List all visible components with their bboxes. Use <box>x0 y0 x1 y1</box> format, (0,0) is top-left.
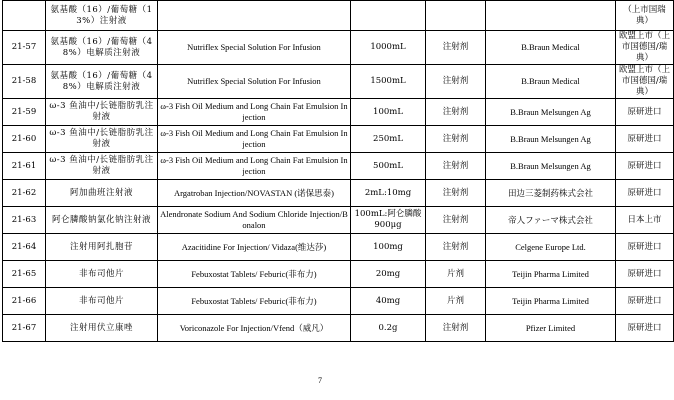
table-body <box>3 1 674 342</box>
cell-chinese-name: 注射用伏立康唑 <box>46 315 158 342</box>
table-row <box>3 315 674 342</box>
cell-remark: 原研进口 <box>616 153 674 180</box>
cell-remark: 原研进口 <box>616 126 674 153</box>
page-number: 7 <box>318 376 322 385</box>
cell-remark: 原研进口 <box>616 315 674 342</box>
cell-english-name: Argatroban Injection/NOVASTAN (诺保思泰) <box>158 180 351 207</box>
cell-specification: 100mg <box>351 234 426 261</box>
cell-english-name: Febuxostat Tablets/ Feburic(菲布力) <box>158 288 351 315</box>
cell-chinese-name: 非布司他片 <box>46 261 158 288</box>
table-row <box>3 288 674 315</box>
cell-specification: 1500mL <box>351 65 426 99</box>
cell-english-name: Nutriflex Special Solution For Infusion <box>158 65 351 99</box>
table-row <box>3 31 674 65</box>
table-row <box>3 261 674 288</box>
cell-english-name: Febuxostat Tablets/ Feburic(菲布力) <box>158 261 351 288</box>
cell-remark: 原研进口 <box>616 180 674 207</box>
table-row <box>3 1 674 31</box>
cell-remark: 原研进口 <box>616 288 674 315</box>
cell-english-name <box>158 1 351 31</box>
cell-specification: 100mL <box>351 99 426 126</box>
cell-english-name: Alendronate Sodium And Sodium Chloride Injection/Bonalon <box>158 207 351 234</box>
cell-dosage-form: 片剂 <box>426 288 486 315</box>
cell-remark: 日本上市 <box>616 207 674 234</box>
cell-remark: 欧盟上市（上市国德国/瑞典） <box>616 31 674 65</box>
cell-dosage-form: 注射剂 <box>426 234 486 261</box>
cell-manufacturer: 田边三菱制药株式会社 <box>486 180 616 207</box>
cell-chinese-name: ω-3 鱼油中/长链脂肪乳注射液 <box>46 99 158 126</box>
table-row <box>3 153 674 180</box>
cell-chinese-name: ω-3 鱼油中/长链脂肪乳注射液 <box>46 126 158 153</box>
cell-chinese-name: 阿仑膦酸钠氯化钠注射液 <box>46 207 158 234</box>
cell-remark: 欧盟上市（上市国德国/瑞典） <box>616 65 674 99</box>
cell-chinese-name: 氨基酸（16）/葡萄糖（13%）注射液 <box>46 1 158 31</box>
cell-chinese-name: 氨基酸（16）/葡萄糖（48%）电解质注射液 <box>46 31 158 65</box>
cell-specification <box>351 1 426 31</box>
cell-manufacturer: Teijin Pharma Limited <box>486 288 616 315</box>
cell-manufacturer: Celgene Europe Ltd. <box>486 234 616 261</box>
cell-serial-number: 21-67 <box>3 315 46 342</box>
cell-specification: 40mg <box>351 288 426 315</box>
cell-english-name: ω-3 Fish Oil Medium and Long Chain Fat Emulsion Injection <box>158 126 351 153</box>
table-row <box>3 99 674 126</box>
cell-english-name: Voriconazole For Injection/Vfend（威凡） <box>158 315 351 342</box>
cell-serial-number: 21-63 <box>3 207 46 234</box>
cell-dosage-form: 注射剂 <box>426 65 486 99</box>
cell-manufacturer: B.Braun Melsungen Ag <box>486 99 616 126</box>
cell-serial-number: 21-65 <box>3 261 46 288</box>
table-row <box>3 234 674 261</box>
cell-serial-number <box>3 1 46 31</box>
cell-dosage-form: 注射剂 <box>426 31 486 65</box>
cell-manufacturer: B.Braun Melsungen Ag <box>486 153 616 180</box>
cell-specification: 500mL <box>351 153 426 180</box>
cell-serial-number: 21-60 <box>3 126 46 153</box>
cell-dosage-form: 注射剂 <box>426 99 486 126</box>
cell-dosage-form: 注射剂 <box>426 126 486 153</box>
cell-dosage-form: 注射剂 <box>426 315 486 342</box>
cell-chinese-name: 注射用阿扎胞苷 <box>46 234 158 261</box>
cell-manufacturer: B.Braun Medical <box>486 31 616 65</box>
table-row <box>3 207 674 234</box>
cell-manufacturer: B.Braun Medical <box>486 65 616 99</box>
cell-dosage-form <box>426 1 486 31</box>
cell-serial-number: 21-66 <box>3 288 46 315</box>
cell-dosage-form: 片剂 <box>426 261 486 288</box>
cell-serial-number: 21-58 <box>3 65 46 99</box>
cell-manufacturer: B.Braun Melsungen Ag <box>486 126 616 153</box>
cell-manufacturer: Teijin Pharma Limited <box>486 261 616 288</box>
cell-manufacturer: 帝人ファーマ株式会社 <box>486 207 616 234</box>
cell-english-name: ω-3 Fish Oil Medium and Long Chain Fat Emulsion Injection <box>158 99 351 126</box>
cell-manufacturer: Pfizer Limited <box>486 315 616 342</box>
cell-remark: （上市国瑞典） <box>616 1 674 31</box>
cell-remark: 原研进口 <box>616 99 674 126</box>
cell-specification: 250mL <box>351 126 426 153</box>
cell-serial-number: 21-64 <box>3 234 46 261</box>
cell-english-name: Nutriflex Special Solution For Infusion <box>158 31 351 65</box>
cell-specification: 2mL:10mg <box>351 180 426 207</box>
cell-chinese-name: 氨基酸（16）/葡萄糖（48%）电解质注射液 <box>46 65 158 99</box>
cell-chinese-name: 阿加曲班注射液 <box>46 180 158 207</box>
cell-serial-number: 21-62 <box>3 180 46 207</box>
cell-english-name: ω-3 Fish Oil Medium and Long Chain Fat Emulsion Injection <box>158 153 351 180</box>
cell-chinese-name: ω-3 鱼油中/长链脂肪乳注射液 <box>46 153 158 180</box>
cell-serial-number: 21-61 <box>3 153 46 180</box>
cell-english-name: Azacitidine For Injection/ Vidaza(维达莎) <box>158 234 351 261</box>
cell-specification: 1000mL <box>351 31 426 65</box>
cell-serial-number: 21-57 <box>3 31 46 65</box>
table-row <box>3 65 674 99</box>
table-row <box>3 180 674 207</box>
table-row <box>3 126 674 153</box>
cell-specification: 0.2g <box>351 315 426 342</box>
cell-dosage-form: 注射剂 <box>426 153 486 180</box>
cell-chinese-name: 非布司他片 <box>46 288 158 315</box>
cell-specification: 20mg <box>351 261 426 288</box>
cell-serial-number: 21-59 <box>3 99 46 126</box>
cell-remark: 原研进口 <box>616 234 674 261</box>
cell-dosage-form: 注射剂 <box>426 207 486 234</box>
cell-manufacturer <box>486 1 616 31</box>
cell-specification: 100mL:阿仑膦酸 900μg <box>351 207 426 234</box>
drug-list-table <box>2 0 674 342</box>
cell-remark: 原研进口 <box>616 261 674 288</box>
cell-dosage-form: 注射剂 <box>426 180 486 207</box>
